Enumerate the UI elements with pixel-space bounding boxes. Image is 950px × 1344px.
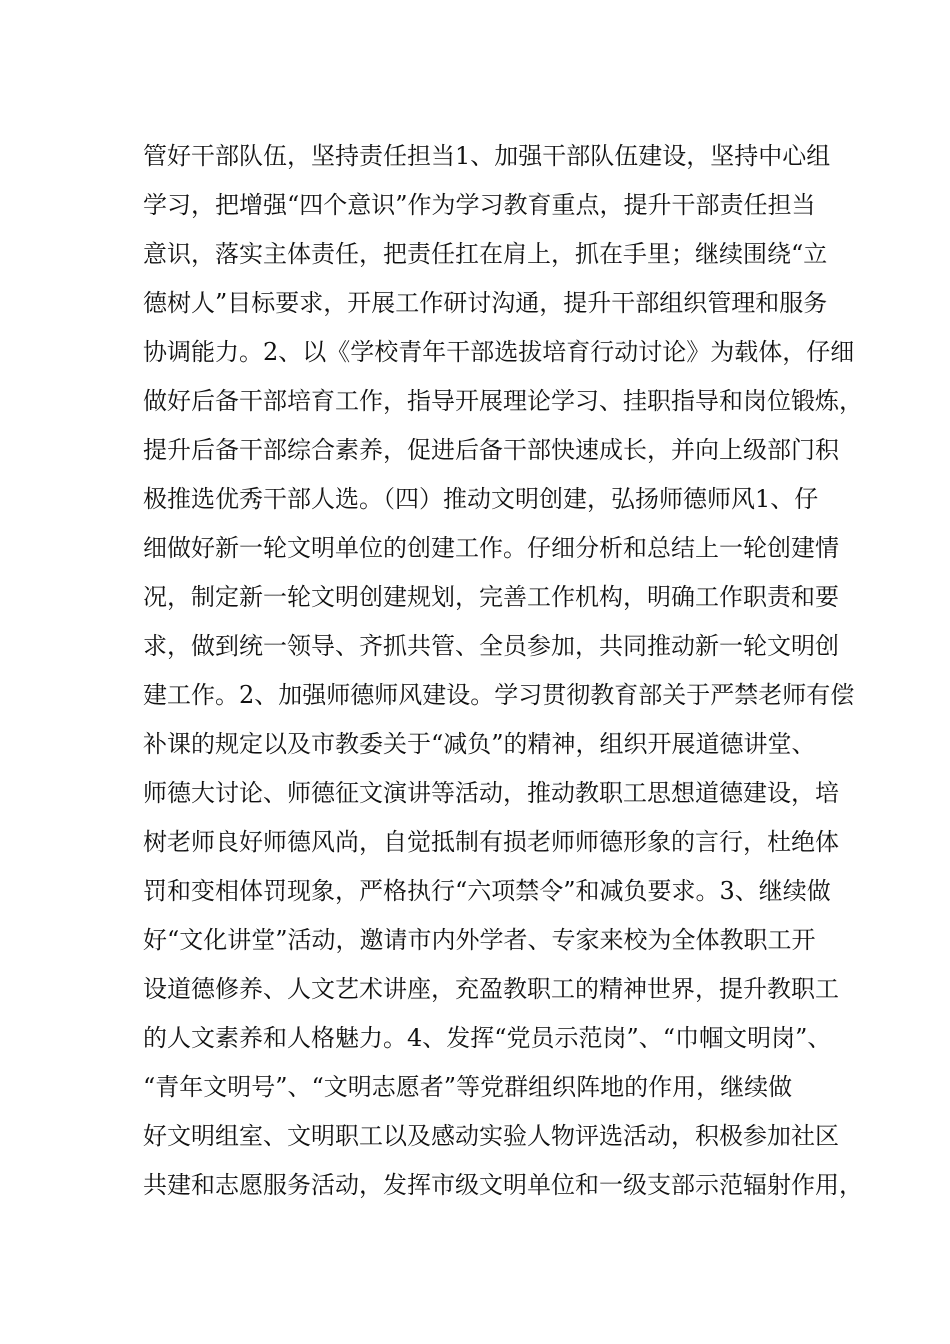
text-line: 好文明组室、文明职工以及感动实验人物评选活动，积极参加社区 [143,1122,839,1150]
text-line: 况，制定新一轮文明创建规划，完善工作机构，明确工作职责和要 [143,583,839,611]
text-line: 求，做到统一领导、齐抓共管、全员参加，共同推动新一轮文明创 [143,632,839,660]
body-text [143,132,863,1210]
text-line: 极推选优秀干部人选。（四）推动文明创建，弘扬师德师风1、仔 [143,485,819,513]
text-line: 德树人”目标要求，开展工作研讨沟通，提升干部组织管理和服务 [143,289,828,317]
text-line: 设道德修养、人文艺术讲座，充盈教职工的精神世界，提升教职工 [143,975,839,1003]
text-line: 师德大讨论、师德征文演讲等活动，推动教职工思想道德建设，培 [143,779,839,807]
text-line: 意识，落实主体责任，把责任扛在肩上，抓在手里；继续围绕“立 [143,240,828,268]
text-line: 提升后备干部综合素养，促进后备干部快速成长，并向上级部门积 [143,436,839,464]
text-line: 管好干部队伍，坚持责任担当1、加强干部队伍建设，坚持中心组 [143,142,831,170]
text-line: 的人文素养和人格魅力。4、发挥“党员示范岗”、“巾帼文明岗”、 [143,1024,832,1052]
text-line: 好“文化讲堂”活动，邀请市内外学者、专家来校为全体教职工开 [143,926,816,954]
text-line: 细做好新一轮文明单位的创建工作。仔细分析和总结上一轮创建情 [143,534,839,562]
text-line: 树老师良好师德风尚，自觉抵制有损老师师德形象的言行，杜绝体 [143,828,839,856]
text-line: 罚和变相体罚现象，严格执行“六项禁令”和减负要求。3、继续做 [143,877,831,905]
text-line: 建工作。2、加强师德师风建设。学习贯彻教育部关于严禁老师有偿 [143,681,855,709]
text-line: 学习，把增强“四个意识”作为学习教育重点，提升干部责任担当 [143,191,816,219]
text-line: 补课的规定以及市教委关于“减负”的精神，组织开展道德讲堂、 [143,730,816,758]
text-line: “青年文明号”、“文明志愿者”等党群组织阵地的作用，继续做 [143,1073,793,1101]
text-line: 共建和志愿服务活动，发挥市级文明单位和一级支部示范辐射作用， [143,1171,863,1199]
text-line: 做好后备干部培育工作，指导开展理论学习、挂职指导和岗位锻炼， [143,387,863,415]
text-line: 协调能力。2、以《学校青年干部选拔培育行动讨论》为载体，仔细 [143,338,855,366]
